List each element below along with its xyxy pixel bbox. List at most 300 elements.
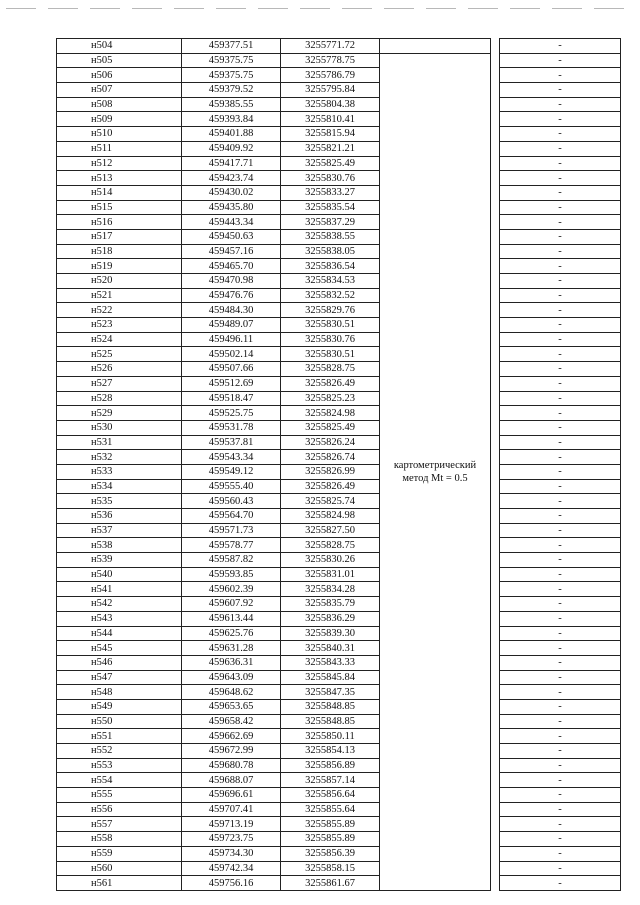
y-coordinate-cell: 3255840.31 [281, 641, 380, 656]
y-coordinate-cell: 3255830.51 [281, 318, 380, 333]
table-row [57, 655, 621, 670]
y-coordinate-cell: 3255824.98 [281, 406, 380, 421]
column-gap [491, 347, 500, 362]
accuracy-mark-cell: - [500, 318, 621, 333]
accuracy-mark-cell: - [500, 788, 621, 803]
table-row [57, 802, 621, 817]
y-coordinate-cell: 3255857.14 [281, 773, 380, 788]
point-name-cell: н511 [57, 141, 182, 156]
column-gap [491, 303, 500, 318]
accuracy-mark-cell: - [500, 655, 621, 670]
table-row [57, 464, 621, 479]
accuracy-mark-cell: - [500, 523, 621, 538]
y-coordinate-cell: 3255847.35 [281, 685, 380, 700]
point-name-cell: н520 [57, 274, 182, 289]
table-row [57, 376, 621, 391]
point-name-cell: н550 [57, 714, 182, 729]
accuracy-mark-cell: - [500, 626, 621, 641]
table-row [57, 229, 621, 244]
accuracy-mark-cell: - [500, 97, 621, 112]
column-gap [491, 773, 500, 788]
y-coordinate-cell: 3255835.54 [281, 200, 380, 215]
x-coordinate-cell: 459531.78 [182, 420, 281, 435]
y-coordinate-cell: 3255825.49 [281, 420, 380, 435]
point-name-cell: н537 [57, 523, 182, 538]
y-coordinate-cell: 3255795.84 [281, 83, 380, 98]
table-row [57, 582, 621, 597]
point-name-cell: н506 [57, 68, 182, 83]
accuracy-mark-cell: - [500, 450, 621, 465]
y-coordinate-cell: 3255848.85 [281, 699, 380, 714]
accuracy-mark-cell: - [500, 729, 621, 744]
point-name-cell: н532 [57, 450, 182, 465]
column-gap [491, 788, 500, 803]
table-row [57, 362, 621, 377]
x-coordinate-cell: 459507.66 [182, 362, 281, 377]
accuracy-mark-cell: - [500, 538, 621, 553]
accuracy-mark-cell: - [500, 435, 621, 450]
y-coordinate-cell: 3255838.55 [281, 229, 380, 244]
point-name-cell: н555 [57, 788, 182, 803]
accuracy-mark-cell: - [500, 876, 621, 891]
y-coordinate-cell: 3255830.76 [281, 171, 380, 186]
table-row [57, 714, 621, 729]
accuracy-mark-cell: - [500, 362, 621, 377]
y-coordinate-cell: 3255856.39 [281, 846, 380, 861]
point-name-cell: н545 [57, 641, 182, 656]
y-coordinate-cell: 3255856.89 [281, 758, 380, 773]
accuracy-mark-cell: - [500, 553, 621, 568]
y-coordinate-cell: 3255836.29 [281, 611, 380, 626]
x-coordinate-cell: 459707.41 [182, 802, 281, 817]
column-gap [491, 597, 500, 612]
y-coordinate-cell: 3255786.79 [281, 68, 380, 83]
point-name-cell: н512 [57, 156, 182, 171]
column-gap [491, 832, 500, 847]
point-name-cell: н546 [57, 655, 182, 670]
accuracy-mark-cell: - [500, 171, 621, 186]
x-coordinate-cell: 459713.19 [182, 817, 281, 832]
x-coordinate-cell: 459643.09 [182, 670, 281, 685]
column-gap [491, 53, 500, 68]
y-coordinate-cell: 3255836.54 [281, 259, 380, 274]
accuracy-mark-cell: - [500, 288, 621, 303]
column-gap [491, 670, 500, 685]
y-coordinate-cell: 3255833.27 [281, 185, 380, 200]
x-coordinate-cell: 459423.74 [182, 171, 281, 186]
accuracy-mark-cell: - [500, 347, 621, 362]
method-cell-top [380, 39, 491, 54]
point-name-cell: н534 [57, 479, 182, 494]
point-name-cell: н539 [57, 553, 182, 568]
accuracy-mark-cell: - [500, 699, 621, 714]
point-name-cell: н523 [57, 318, 182, 333]
x-coordinate-cell: 459496.11 [182, 332, 281, 347]
y-coordinate-cell: 3255858.15 [281, 861, 380, 876]
table-row [57, 200, 621, 215]
column-gap [491, 744, 500, 759]
table-row [57, 39, 621, 54]
point-name-cell: н543 [57, 611, 182, 626]
coordinates-table-body [57, 39, 621, 891]
x-coordinate-cell: 459543.34 [182, 450, 281, 465]
table-row [57, 861, 621, 876]
column-gap [491, 127, 500, 142]
table-row [57, 773, 621, 788]
point-name-cell: н530 [57, 420, 182, 435]
column-gap [491, 846, 500, 861]
column-gap [491, 200, 500, 215]
column-gap [491, 376, 500, 391]
y-coordinate-cell: 3255837.29 [281, 215, 380, 230]
x-coordinate-cell: 459484.30 [182, 303, 281, 318]
y-coordinate-cell: 3255826.49 [281, 479, 380, 494]
point-name-cell: н538 [57, 538, 182, 553]
accuracy-mark-cell: - [500, 244, 621, 259]
x-coordinate-cell: 459385.55 [182, 97, 281, 112]
y-coordinate-cell: 3255855.89 [281, 817, 380, 832]
point-name-cell: н531 [57, 435, 182, 450]
method-label-line1: картометрический [393, 459, 477, 471]
table-row [57, 141, 621, 156]
x-coordinate-cell: 459696.61 [182, 788, 281, 803]
column-gap [491, 523, 500, 538]
table-row [57, 729, 621, 744]
point-name-cell: н553 [57, 758, 182, 773]
accuracy-mark-cell: - [500, 582, 621, 597]
column-gap [491, 479, 500, 494]
table-row [57, 406, 621, 421]
accuracy-mark-cell: - [500, 685, 621, 700]
point-name-cell: н556 [57, 802, 182, 817]
accuracy-mark-cell: - [500, 714, 621, 729]
y-coordinate-cell: 3255826.49 [281, 376, 380, 391]
accuracy-mark-cell: - [500, 215, 621, 230]
point-name-cell: н515 [57, 200, 182, 215]
point-name-cell: н521 [57, 288, 182, 303]
table-row [57, 171, 621, 186]
table-row [57, 509, 621, 524]
y-coordinate-cell: 3255854.13 [281, 744, 380, 759]
y-coordinate-cell: 3255825.74 [281, 494, 380, 509]
point-name-cell: н552 [57, 744, 182, 759]
table-row [57, 53, 621, 68]
column-gap [491, 420, 500, 435]
column-gap [491, 876, 500, 891]
y-coordinate-cell: 3255829.76 [281, 303, 380, 318]
x-coordinate-cell: 459470.98 [182, 274, 281, 289]
accuracy-mark-cell: - [500, 670, 621, 685]
table-row [57, 611, 621, 626]
accuracy-mark-cell: - [500, 156, 621, 171]
x-coordinate-cell: 459723.75 [182, 832, 281, 847]
x-coordinate-cell: 459658.42 [182, 714, 281, 729]
column-gap [491, 758, 500, 773]
table-row [57, 846, 621, 861]
y-coordinate-cell: 3255828.75 [281, 538, 380, 553]
table-row [57, 288, 621, 303]
column-gap [491, 802, 500, 817]
accuracy-mark-cell: - [500, 597, 621, 612]
y-coordinate-cell: 3255825.23 [281, 391, 380, 406]
x-coordinate-cell: 459465.70 [182, 259, 281, 274]
column-gap [491, 567, 500, 582]
accuracy-mark-cell: - [500, 773, 621, 788]
x-coordinate-cell: 459742.34 [182, 861, 281, 876]
x-coordinate-cell: 459417.71 [182, 156, 281, 171]
x-coordinate-cell: 459549.12 [182, 464, 281, 479]
y-coordinate-cell: 3255839.30 [281, 626, 380, 641]
point-name-cell: н558 [57, 832, 182, 847]
x-coordinate-cell: 459625.76 [182, 626, 281, 641]
accuracy-mark-cell: - [500, 303, 621, 318]
point-name-cell: н542 [57, 597, 182, 612]
table-row [57, 156, 621, 171]
column-gap [491, 244, 500, 259]
point-name-cell: н509 [57, 112, 182, 127]
y-coordinate-cell: 3255826.74 [281, 450, 380, 465]
x-coordinate-cell: 459571.73 [182, 523, 281, 538]
table-row [57, 670, 621, 685]
x-coordinate-cell: 459525.75 [182, 406, 281, 421]
table-row [57, 538, 621, 553]
x-coordinate-cell: 459560.43 [182, 494, 281, 509]
y-coordinate-cell: 3255834.28 [281, 582, 380, 597]
table-row [57, 83, 621, 98]
x-coordinate-cell: 459688.07 [182, 773, 281, 788]
column-gap [491, 215, 500, 230]
point-name-cell: н533 [57, 464, 182, 479]
column-gap [491, 611, 500, 626]
y-coordinate-cell: 3255830.26 [281, 553, 380, 568]
table-row [57, 817, 621, 832]
point-name-cell: н559 [57, 846, 182, 861]
x-coordinate-cell: 459537.81 [182, 435, 281, 450]
table-row [57, 699, 621, 714]
point-name-cell: н522 [57, 303, 182, 318]
x-coordinate-cell: 459636.31 [182, 655, 281, 670]
accuracy-mark-cell: - [500, 185, 621, 200]
x-coordinate-cell: 459578.77 [182, 538, 281, 553]
accuracy-mark-cell: - [500, 332, 621, 347]
x-coordinate-cell: 459375.75 [182, 53, 281, 68]
point-name-cell: н554 [57, 773, 182, 788]
table-row [57, 244, 621, 259]
table-row [57, 685, 621, 700]
column-gap [491, 729, 500, 744]
accuracy-mark-cell: - [500, 376, 621, 391]
point-name-cell: н507 [57, 83, 182, 98]
accuracy-mark-cell: - [500, 861, 621, 876]
x-coordinate-cell: 459631.28 [182, 641, 281, 656]
accuracy-mark-cell: - [500, 83, 621, 98]
table-row [57, 97, 621, 112]
table-row [57, 523, 621, 538]
x-coordinate-cell: 459734.30 [182, 846, 281, 861]
accuracy-mark-cell: - [500, 641, 621, 656]
point-name-cell: н557 [57, 817, 182, 832]
table-row [57, 832, 621, 847]
x-coordinate-cell: 459602.39 [182, 582, 281, 597]
column-gap [491, 259, 500, 274]
y-coordinate-cell: 3255850.11 [281, 729, 380, 744]
x-coordinate-cell: 459680.78 [182, 758, 281, 773]
x-coordinate-cell: 459409.92 [182, 141, 281, 156]
point-name-cell: н527 [57, 376, 182, 391]
accuracy-mark-cell: - [500, 420, 621, 435]
column-gap [491, 112, 500, 127]
accuracy-mark-cell: - [500, 259, 621, 274]
y-coordinate-cell: 3255826.99 [281, 464, 380, 479]
column-gap [491, 699, 500, 714]
point-name-cell: н547 [57, 670, 182, 685]
x-coordinate-cell: 459756.16 [182, 876, 281, 891]
point-name-cell: н524 [57, 332, 182, 347]
point-name-cell: н508 [57, 97, 182, 112]
column-gap [491, 509, 500, 524]
point-name-cell: н540 [57, 567, 182, 582]
table-row [57, 391, 621, 406]
point-name-cell: н548 [57, 685, 182, 700]
y-coordinate-cell: 3255834.53 [281, 274, 380, 289]
column-gap [491, 714, 500, 729]
table-row [57, 597, 621, 612]
column-gap [491, 39, 500, 54]
table-row [57, 553, 621, 568]
x-coordinate-cell: 459435.80 [182, 200, 281, 215]
table-row [57, 788, 621, 803]
y-coordinate-cell: 3255815.94 [281, 127, 380, 142]
table-row [57, 318, 621, 333]
y-coordinate-cell: 3255856.64 [281, 788, 380, 803]
table-row [57, 435, 621, 450]
table-row [57, 450, 621, 465]
y-coordinate-cell: 3255845.84 [281, 670, 380, 685]
point-name-cell: н561 [57, 876, 182, 891]
table-row [57, 479, 621, 494]
accuracy-mark-cell: - [500, 817, 621, 832]
accuracy-mark-cell: - [500, 200, 621, 215]
table-row [57, 274, 621, 289]
column-gap [491, 861, 500, 876]
method-cell [380, 53, 491, 890]
y-coordinate-cell: 3255825.49 [281, 156, 380, 171]
table-row [57, 641, 621, 656]
accuracy-mark-cell: - [500, 391, 621, 406]
x-coordinate-cell: 459555.40 [182, 479, 281, 494]
accuracy-mark-cell: - [500, 611, 621, 626]
x-coordinate-cell: 459672.99 [182, 744, 281, 759]
y-coordinate-cell: 3255831.01 [281, 567, 380, 582]
accuracy-mark-cell: - [500, 406, 621, 421]
accuracy-mark-cell: - [500, 229, 621, 244]
column-gap [491, 494, 500, 509]
x-coordinate-cell: 459457.16 [182, 244, 281, 259]
accuracy-mark-cell: - [500, 53, 621, 68]
table-row [57, 347, 621, 362]
column-gap [491, 185, 500, 200]
x-coordinate-cell: 459430.02 [182, 185, 281, 200]
coordinates-table [56, 38, 621, 891]
column-gap [491, 406, 500, 421]
accuracy-mark-cell: - [500, 832, 621, 847]
point-name-cell: н528 [57, 391, 182, 406]
point-name-cell: н517 [57, 229, 182, 244]
x-coordinate-cell: 459443.34 [182, 215, 281, 230]
y-coordinate-cell: 3255824.98 [281, 509, 380, 524]
column-gap [491, 171, 500, 186]
x-coordinate-cell: 459512.69 [182, 376, 281, 391]
y-coordinate-cell: 3255843.33 [281, 655, 380, 670]
x-coordinate-cell: 459476.76 [182, 288, 281, 303]
column-gap [491, 83, 500, 98]
accuracy-mark-cell: - [500, 567, 621, 582]
accuracy-mark-cell: - [500, 494, 621, 509]
point-name-cell: н525 [57, 347, 182, 362]
accuracy-mark-cell: - [500, 141, 621, 156]
point-name-cell: н516 [57, 215, 182, 230]
column-gap [491, 553, 500, 568]
column-gap [491, 391, 500, 406]
accuracy-mark-cell: - [500, 464, 621, 479]
column-gap [491, 318, 500, 333]
y-coordinate-cell: 3255830.51 [281, 347, 380, 362]
point-name-cell: н514 [57, 185, 182, 200]
x-coordinate-cell: 459489.07 [182, 318, 281, 333]
x-coordinate-cell: 459379.52 [182, 83, 281, 98]
column-gap [491, 332, 500, 347]
y-coordinate-cell: 3255828.75 [281, 362, 380, 377]
x-coordinate-cell: 459518.47 [182, 391, 281, 406]
accuracy-mark-cell: - [500, 802, 621, 817]
y-coordinate-cell: 3255848.85 [281, 714, 380, 729]
column-gap [491, 68, 500, 83]
accuracy-mark-cell: - [500, 127, 621, 142]
column-gap [491, 641, 500, 656]
column-gap [491, 141, 500, 156]
column-gap [491, 229, 500, 244]
table-row [57, 127, 621, 142]
y-coordinate-cell: 3255827.50 [281, 523, 380, 538]
y-coordinate-cell: 3255861.67 [281, 876, 380, 891]
x-coordinate-cell: 459593.85 [182, 567, 281, 582]
column-gap [491, 685, 500, 700]
column-gap [491, 450, 500, 465]
y-coordinate-cell: 3255821.21 [281, 141, 380, 156]
accuracy-mark-cell: - [500, 39, 621, 54]
column-gap [491, 288, 500, 303]
y-coordinate-cell: 3255830.76 [281, 332, 380, 347]
point-name-cell: н518 [57, 244, 182, 259]
x-coordinate-cell: 459587.82 [182, 553, 281, 568]
y-coordinate-cell: 3255832.52 [281, 288, 380, 303]
column-gap [491, 655, 500, 670]
accuracy-mark-cell: - [500, 274, 621, 289]
table-row [57, 744, 621, 759]
table-row [57, 303, 621, 318]
y-coordinate-cell: 3255855.64 [281, 802, 380, 817]
point-name-cell: н536 [57, 509, 182, 524]
accuracy-mark-cell: - [500, 846, 621, 861]
x-coordinate-cell: 459401.88 [182, 127, 281, 142]
point-name-cell: н535 [57, 494, 182, 509]
y-coordinate-cell: 3255810.41 [281, 112, 380, 127]
point-name-cell: н510 [57, 127, 182, 142]
table-row [57, 332, 621, 347]
table-row [57, 626, 621, 641]
scan-header-artifact [6, 8, 634, 9]
point-name-cell: н551 [57, 729, 182, 744]
